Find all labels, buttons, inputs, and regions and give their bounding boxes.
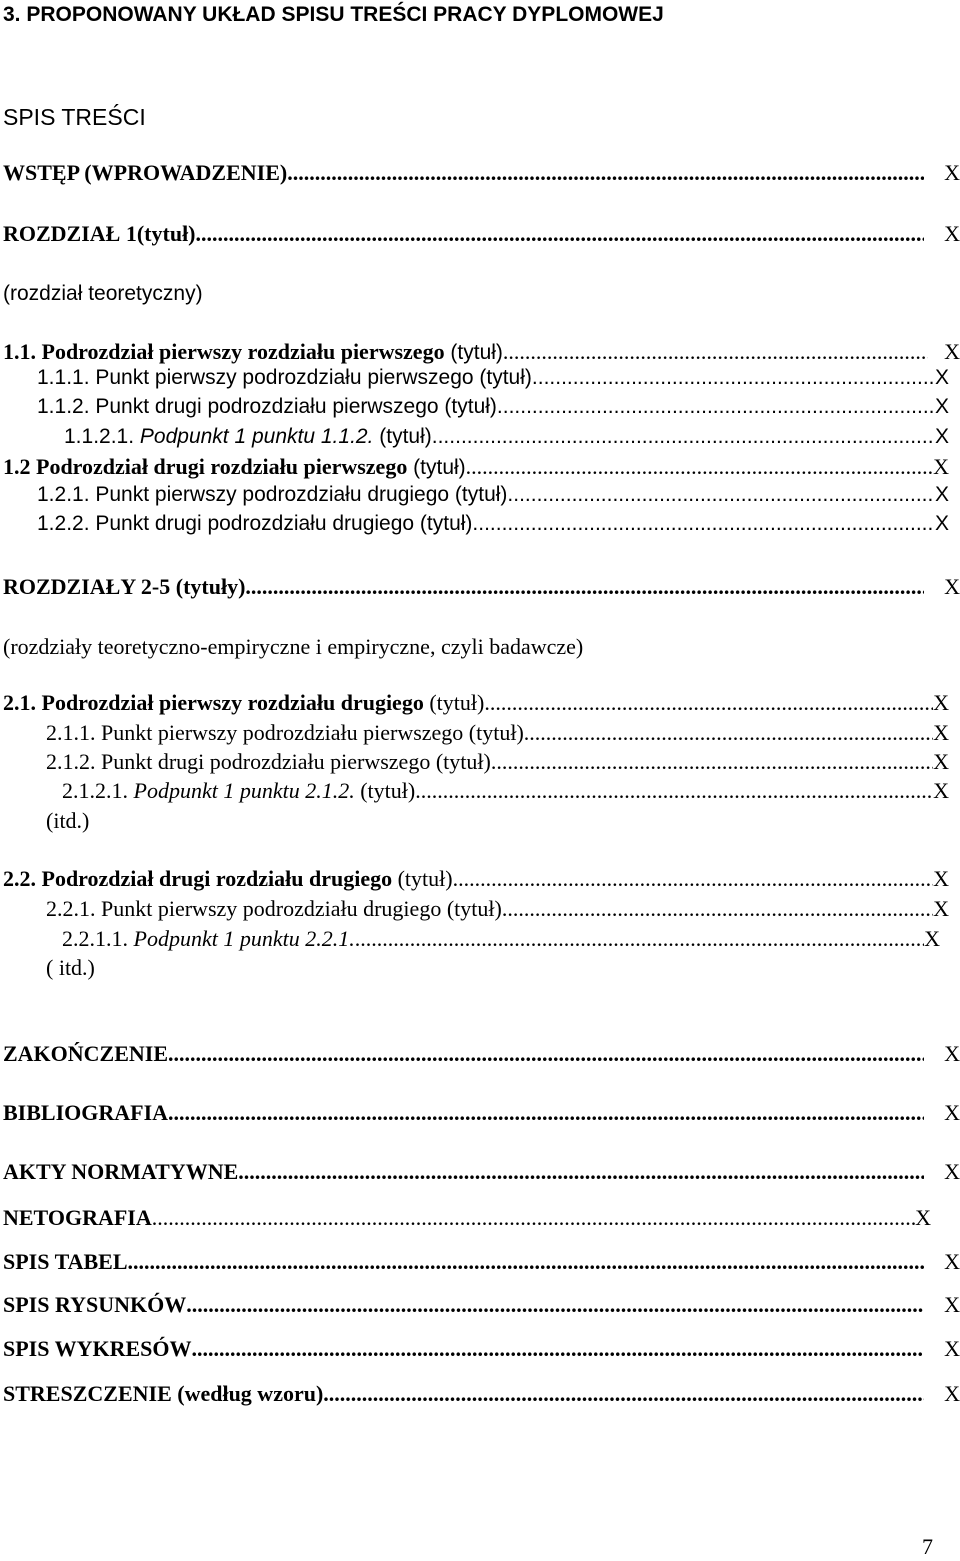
toc-label: STRESZCZENIE (według wzoru) xyxy=(3,1381,324,1406)
toc-title-suffix: (tytuł) xyxy=(423,690,485,715)
dot-leader xyxy=(168,1041,924,1067)
toc-title-suffix: (tytuł) xyxy=(373,425,432,448)
dot-leader xyxy=(152,1205,915,1231)
toc-entry-2-1-2-1 xyxy=(0,778,960,808)
toc-page-number: X xyxy=(944,1159,960,1184)
toc-title: SPIS TREŚCI xyxy=(3,104,146,130)
dot-leader xyxy=(186,1292,924,1318)
toc-label xyxy=(0,339,503,365)
toc-page-number: X xyxy=(915,1205,931,1230)
toc-label: 1.2.2. Punkt drugi podrozdziału drugiego (tytuł) xyxy=(37,512,473,535)
toc-label: 1.1.1. Punkt pierwszy podrozdziału pierwszego (tytuł) xyxy=(37,366,532,389)
dot-leader xyxy=(466,454,933,480)
toc-page-number: X xyxy=(944,160,960,185)
toc-page-number: X xyxy=(934,425,949,448)
dot-leader xyxy=(323,1381,924,1407)
toc-entry-1-2-2 xyxy=(0,512,960,542)
toc-page-number: X xyxy=(933,749,949,774)
dot-leader xyxy=(502,896,933,922)
toc-page-number: X xyxy=(934,512,949,535)
toc-label xyxy=(0,454,466,480)
toc-title-bold: Podrozdział drugi rozdziału drugiego xyxy=(41,866,393,891)
toc-page-number: X xyxy=(944,1292,960,1317)
section-heading: 3. PROPONOWANY UKŁAD SPISU TREŚCI PRACY DYPLOMOWEJ xyxy=(3,3,664,26)
dot-leader xyxy=(472,512,935,536)
toc-label: 1.2.1. Punkt pierwszy podrozdziału drugiego (tytuł) xyxy=(37,483,508,506)
toc-label: 2.1.1. Punkt pierwszy podrozdziału pierwszego (tytuł) xyxy=(46,720,524,745)
toc-entry-streszczenie xyxy=(0,1381,960,1411)
toc-entry-1-1-2-1 xyxy=(0,425,960,455)
toc-entry-1-2 xyxy=(0,454,960,484)
toc-title-italic: Podpunkt 1 punktu 2.1.2. xyxy=(133,778,355,803)
toc-title-italic: Podpunkt 1 punktu 1.1.2. xyxy=(139,425,374,448)
toc-label: SPIS WYKRESÓW xyxy=(3,1336,192,1361)
dot-leader xyxy=(507,483,935,507)
dot-leader xyxy=(196,221,925,247)
toc-page-number: X xyxy=(933,778,949,803)
dot-leader xyxy=(355,926,924,952)
dot-leader xyxy=(168,1100,924,1126)
dot-leader xyxy=(524,720,933,746)
dot-leader xyxy=(491,749,933,775)
toc-page-number: X xyxy=(934,395,949,418)
toc-entry-1-1-1 xyxy=(0,366,960,396)
toc-title-bold: Podrozdział pierwszy rozdziału pierwszego xyxy=(41,339,445,364)
toc-page-number: X xyxy=(944,221,960,246)
toc-entry-2-1-1 xyxy=(0,720,960,750)
toc-label xyxy=(0,425,432,449)
toc-entry-netografia xyxy=(0,1205,960,1235)
dot-leader xyxy=(287,160,924,186)
toc-number: 2.1.2.1. xyxy=(62,778,128,803)
toc-title-bold: Podrozdział drugi rozdziału pierwszego xyxy=(36,454,408,479)
toc-page-number: X xyxy=(944,1100,960,1125)
toc-entry-2-2 xyxy=(0,866,960,896)
toc-page-number: X xyxy=(944,574,960,599)
toc-entry-2-2-1 xyxy=(0,896,960,926)
toc-label: WSTĘP (WPROWADZENIE) xyxy=(3,160,288,185)
toc-label: SPIS TABEL xyxy=(3,1249,128,1274)
toc-title-suffix: (tytuł) xyxy=(392,866,453,891)
chapter-note: (rozdział teoretyczny) xyxy=(3,282,203,305)
toc-page-number: X xyxy=(944,1041,960,1066)
page-number: 7 xyxy=(922,1534,933,1559)
dot-leader xyxy=(191,1336,924,1362)
toc-entry-2-2-1-1 xyxy=(0,926,960,956)
toc-label: 2.2.1. Punkt pierwszy podrozdziału drugiego (tytuł) xyxy=(46,896,502,921)
toc-label xyxy=(0,690,484,716)
toc-page-number: X xyxy=(944,1336,960,1361)
toc-entry-bibliografia xyxy=(0,1100,960,1130)
toc-number: 2.2. xyxy=(3,866,36,891)
toc-entry-2-1 xyxy=(0,690,960,720)
toc-label: SPIS RYSUNKÓW xyxy=(3,1292,187,1317)
toc-label: 2.1.2. Punkt drugi podrozdziału pierwszego (tytuł) xyxy=(46,749,491,774)
toc-entry-chapter-1 xyxy=(0,221,960,251)
toc-page-number: X xyxy=(934,483,949,506)
toc-page-number: X xyxy=(924,926,940,951)
toc-title-italic: Podpunkt 1 punktu 2.2.1. xyxy=(133,926,355,951)
toc-page-number: X xyxy=(934,366,949,389)
toc-entry-spis-tabel xyxy=(0,1249,960,1279)
dot-leader xyxy=(484,690,933,716)
dot-leader xyxy=(497,395,935,419)
continuation-note: ( itd.) xyxy=(46,955,95,980)
toc-title-suffix: (tytuł) xyxy=(407,456,466,479)
toc-label: BIBLIOGRAFIA xyxy=(3,1100,169,1125)
toc-page-number: X xyxy=(944,1249,960,1274)
toc-label xyxy=(0,926,355,952)
dot-leader xyxy=(128,1249,925,1275)
toc-label: ZAKOŃCZENIE xyxy=(3,1041,169,1066)
toc-entry-spis-wykresow xyxy=(0,1336,960,1366)
toc-page-number: X xyxy=(933,896,949,921)
toc-entry-1-2-1 xyxy=(0,483,960,513)
toc-entry-zakonczenie xyxy=(0,1041,960,1071)
toc-entry-1-1-2 xyxy=(0,395,960,425)
toc-number: 1.2 xyxy=(3,454,31,479)
continuation-note: (itd.) xyxy=(46,808,90,833)
toc-entry-wstep xyxy=(0,160,960,190)
toc-title-suffix: (tytuł) xyxy=(444,341,503,364)
toc-page-number: X xyxy=(933,690,949,715)
toc-title-bold: Podrozdział pierwszy rozdziału drugiego xyxy=(41,690,424,715)
toc-page-number: X xyxy=(944,1381,960,1406)
toc-label: 1.1.2. Punkt drugi podrozdziału pierwszego (tytuł) xyxy=(37,395,497,418)
toc-number: 1.1.2.1. xyxy=(64,425,135,448)
toc-page-number: X xyxy=(933,866,949,891)
toc-label: NETOGRAFIA xyxy=(3,1205,152,1230)
dot-leader xyxy=(415,778,933,804)
toc-entry-1-1 xyxy=(0,339,960,369)
toc-label: AKTY NORMATYWNE xyxy=(3,1159,239,1184)
toc-number: 2.2.1.1. xyxy=(62,926,128,951)
toc-entry-2-1-2 xyxy=(0,749,960,779)
toc-number: 2.1. xyxy=(3,690,36,715)
dot-leader xyxy=(503,339,928,365)
dot-leader xyxy=(245,574,924,600)
toc-entry-akty-normatywne xyxy=(0,1159,960,1189)
toc-page-number: X xyxy=(944,339,960,364)
toc-label xyxy=(0,866,453,892)
chapter-note: (rozdziały teoretyczno-empiryczne i empiryczne, czyli badawcze) xyxy=(3,634,584,659)
dot-leader xyxy=(238,1159,924,1185)
toc-label xyxy=(0,778,415,804)
toc-entry-spis-rysunkow xyxy=(0,1292,960,1322)
toc-page-number: X xyxy=(933,454,949,479)
toc-label: ROZDZIAŁY 2-5 (tytuły) xyxy=(3,574,246,599)
toc-label: ROZDZIAŁ 1(tytuł) xyxy=(3,221,196,246)
toc-entry-chapters-2-5 xyxy=(0,574,960,604)
toc-title-suffix: (tytuł) xyxy=(354,778,416,803)
dot-leader xyxy=(432,425,935,449)
toc-page-number: X xyxy=(933,720,949,745)
toc-number: 1.1. xyxy=(3,339,36,364)
dot-leader xyxy=(532,366,935,390)
dot-leader xyxy=(453,866,934,892)
